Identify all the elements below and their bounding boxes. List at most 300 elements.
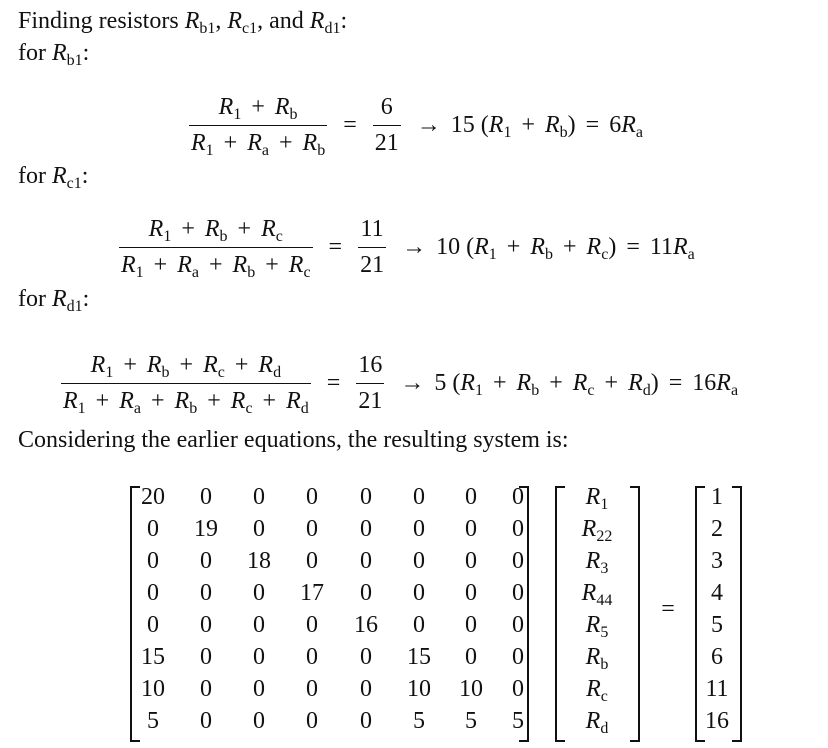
rhs-cell: 5 — [711, 612, 723, 638]
variable-base: R — [121, 252, 136, 278]
plus-sign: + — [151, 388, 165, 414]
variable-subscript: a — [635, 124, 643, 141]
unknown-cell — [567, 516, 627, 543]
plus-sign: + — [549, 370, 563, 396]
variable-base: R — [119, 388, 134, 414]
plus-sign: + — [562, 234, 577, 260]
variable-base: R — [586, 234, 602, 260]
variable-subscript: c — [303, 264, 311, 281]
rhs-coefficient: 6 — [609, 112, 622, 138]
variable — [218, 94, 242, 123]
variable — [530, 234, 553, 263]
separator: , — [215, 8, 228, 34]
variable — [191, 130, 214, 159]
matrix-cell: 15 — [407, 644, 431, 670]
plus-sign: + — [179, 352, 194, 378]
variable-base: R — [581, 580, 597, 606]
matrix-cell: 0 — [253, 676, 265, 702]
matrix-cell: 0 — [200, 612, 212, 638]
variable — [302, 130, 326, 159]
fraction-denominator: 21 — [373, 125, 401, 157]
matrix-cell: 0 — [200, 644, 212, 670]
denominator-sum — [63, 388, 309, 417]
variable-base: R — [309, 8, 325, 34]
variable-subscript: a — [261, 142, 269, 159]
matrix-cell: 0 — [306, 644, 318, 670]
matrix-cell: 0 — [465, 644, 477, 670]
right-paren: ) — [608, 234, 617, 260]
variable-subscript: a — [687, 246, 695, 263]
numerator — [89, 352, 283, 383]
variable-base: R — [232, 252, 248, 278]
variable-subscript: d — [600, 720, 609, 737]
variable-base: R — [286, 388, 301, 414]
resulting-equation — [434, 370, 738, 397]
variable-base: R — [474, 234, 489, 260]
variable-subscript: b — [531, 382, 540, 399]
fraction-denominator: 21 — [356, 383, 384, 415]
matrix-cell: 0 — [147, 612, 159, 638]
variable — [586, 234, 609, 263]
plus-sign: + — [251, 94, 265, 120]
matrix-cell: 0 — [465, 484, 477, 510]
matrix-cell: 5 — [465, 708, 477, 734]
matrix-cell: 0 — [306, 708, 318, 734]
numerator-sum — [148, 216, 283, 245]
variable-base: R — [227, 8, 243, 34]
numerator — [217, 94, 300, 125]
variable-base: R — [51, 40, 67, 66]
matrix-cell: 5 — [413, 708, 425, 734]
variable — [51, 40, 83, 69]
variable — [230, 388, 253, 417]
variable — [51, 163, 82, 192]
variable — [288, 252, 311, 281]
variable — [148, 216, 172, 245]
variable-subscript: 3 — [600, 560, 609, 577]
variable — [63, 388, 86, 417]
ratio-fraction — [119, 216, 313, 279]
variable-subscript: 1 — [600, 496, 609, 513]
matrix-cell: 0 — [512, 676, 524, 702]
vector-right-bracket — [630, 486, 640, 742]
variable-subscript: b1 — [199, 20, 216, 37]
matrix-cell: 0 — [512, 484, 524, 510]
plus-sign: + — [234, 352, 249, 378]
variable — [177, 252, 199, 281]
for-text: for — [18, 163, 52, 189]
variable-base: R — [488, 112, 504, 138]
plus-sign: + — [604, 370, 619, 396]
variable-base: R — [516, 370, 532, 396]
variable-base: R — [204, 216, 220, 242]
coefficient: 5 — [434, 370, 453, 396]
variable — [232, 252, 256, 281]
variable-subscript: b — [317, 142, 326, 159]
plus-sign: + — [207, 388, 221, 414]
rhs-cell: 11 — [705, 676, 729, 702]
ratio-fraction — [61, 352, 311, 415]
variable-base: R — [585, 644, 601, 670]
rhs-cell: 1 — [711, 484, 723, 510]
plus-sign: + — [123, 352, 137, 378]
rhs-cell: 2 — [711, 516, 723, 542]
equation-rb1 — [183, 94, 643, 157]
equals-sign: = — [328, 234, 343, 260]
rhs-cell: 16 — [705, 708, 729, 734]
separator: , and — [257, 8, 310, 34]
equals-sign: = — [668, 370, 683, 396]
label-rd1 — [18, 286, 89, 313]
variable — [247, 130, 269, 159]
matrix-cell: 0 — [147, 548, 159, 574]
variable-base: R — [288, 252, 304, 278]
variable-base: R — [586, 676, 601, 702]
unknown-cell — [567, 644, 627, 671]
variable — [309, 8, 341, 37]
plus-sign: + — [521, 112, 535, 138]
variable-base: R — [302, 130, 318, 156]
variable-base: R — [51, 286, 67, 312]
plus-sign: + — [153, 252, 168, 278]
variable-base: R — [628, 370, 643, 396]
matrix-cell: 0 — [200, 580, 212, 606]
matrix-cell: 0 — [512, 580, 524, 606]
intro-text: Finding resistors — [18, 8, 185, 34]
plus-sign: + — [95, 388, 110, 414]
variable — [90, 352, 114, 381]
right-paren: ) — [650, 370, 659, 396]
resulting-equation — [436, 234, 695, 261]
variable-base: R — [530, 234, 545, 260]
variable — [261, 216, 283, 245]
fraction-numerator: 16 — [358, 352, 383, 378]
plus-sign: + — [265, 252, 279, 278]
rhs-cell: 4 — [711, 580, 723, 606]
unknown-cell — [567, 612, 627, 639]
variable-subscript: c — [217, 364, 225, 381]
left-paren: ( — [466, 234, 475, 260]
matrix-cell: 0 — [465, 580, 477, 606]
matrix-cell: 0 — [360, 484, 372, 510]
variable — [672, 234, 695, 263]
variable — [585, 644, 609, 673]
denominator — [61, 383, 311, 415]
fraction-numerator: 11 — [360, 216, 384, 242]
matrix-cell: 0 — [413, 612, 425, 638]
left-paren: ( — [480, 112, 489, 138]
matrix-cell: 0 — [253, 612, 265, 638]
inner-sum — [488, 112, 568, 141]
variable-subscript: 1 — [488, 246, 497, 263]
variable — [585, 708, 609, 737]
value-fraction — [373, 94, 401, 157]
plus-sign: + — [223, 130, 238, 156]
variable-base: R — [585, 548, 601, 574]
variable-subscript: 1 — [233, 106, 242, 123]
variable-base: R — [585, 484, 601, 510]
matrix-cell: 0 — [253, 644, 265, 670]
matrix-cell: 0 — [253, 516, 265, 542]
label-rb1 — [18, 40, 89, 67]
variable-base: R — [585, 708, 601, 734]
colon: : — [340, 8, 348, 34]
rhs-coefficient: 16 — [692, 370, 717, 396]
ratio-fraction — [189, 94, 327, 157]
variable-base: R — [716, 370, 731, 396]
matrix-cell: 0 — [413, 516, 425, 542]
left-paren: ( — [452, 370, 461, 396]
variable-base: R — [672, 234, 688, 260]
matrix-cell: 0 — [360, 580, 372, 606]
resulting-equation — [451, 112, 643, 139]
matrix-cell: 0 — [253, 580, 265, 606]
colon: : — [82, 286, 90, 312]
variable-subscript: b — [289, 106, 298, 123]
equation-rd1 — [55, 352, 738, 415]
variable-base: R — [572, 370, 588, 396]
variable — [204, 216, 228, 245]
variable-base: R — [544, 112, 560, 138]
coefficient: 15 — [450, 112, 481, 138]
unknown-cell — [567, 580, 627, 607]
matrix-cell: 0 — [306, 612, 318, 638]
arrow-icon: → — [402, 234, 427, 260]
variable-base: R — [148, 216, 164, 242]
matrix-cell: 0 — [306, 676, 318, 702]
matrix-cell: 0 — [512, 516, 524, 542]
for-text: for — [18, 40, 52, 66]
matrix-cell: 0 — [360, 548, 372, 574]
for-text: for — [18, 286, 52, 312]
matrix-cell: 0 — [306, 516, 318, 542]
intro-line — [18, 8, 347, 35]
equals-sign: = — [343, 112, 357, 138]
variable — [572, 370, 595, 399]
matrix-cell: 0 — [360, 644, 372, 670]
variable-subscript: b — [219, 228, 228, 245]
variable-subscript: c — [245, 400, 253, 417]
matrix-cell: 0 — [147, 516, 159, 542]
system-intro: Considering the earlier equations, the resulting system is: — [18, 427, 569, 453]
variable-base: R — [230, 388, 246, 414]
matrix-cell: 0 — [465, 516, 477, 542]
variable-subscript: c1 — [242, 20, 258, 37]
variable-subscript: 1 — [135, 264, 144, 281]
variable-subscript: c — [587, 382, 595, 399]
plus-sign: + — [209, 252, 223, 278]
matrix-cell: 0 — [147, 580, 159, 606]
fraction-numerator: 6 — [380, 94, 393, 120]
plus-sign: + — [262, 388, 277, 414]
label-rc1 — [18, 163, 88, 190]
matrix-cell: 0 — [306, 484, 318, 510]
variable-base: R — [90, 352, 106, 378]
variable-subscript: d — [300, 400, 309, 417]
variable-subscript: 22 — [596, 528, 613, 545]
variable-subscript: 1 — [163, 228, 172, 245]
matrix-cell: 0 — [306, 548, 318, 574]
vector-left-bracket — [555, 486, 565, 742]
matrix-cell: 0 — [200, 708, 212, 734]
variable — [119, 388, 141, 417]
matrix-cell: 0 — [512, 612, 524, 638]
matrix-cell: 0 — [465, 548, 477, 574]
variable — [585, 612, 609, 641]
matrix-cell: 0 — [360, 516, 372, 542]
plus-sign: + — [181, 216, 195, 242]
matrix-cell: 0 — [253, 708, 265, 734]
variable-subscript: b1 — [66, 52, 83, 69]
variable-base: R — [184, 8, 200, 34]
coefficient: 10 — [436, 234, 467, 260]
matrix-cell: 0 — [413, 580, 425, 606]
matrix-cell: 0 — [413, 484, 425, 510]
variable-subscript: b — [189, 400, 198, 417]
inner-sum — [474, 234, 609, 263]
variable-base: R — [274, 94, 290, 120]
variable-subscript: 1 — [205, 142, 214, 159]
right-paren: ) — [567, 112, 576, 138]
variable — [203, 352, 225, 381]
variable — [586, 676, 608, 705]
inner-sum — [460, 370, 651, 399]
variable — [516, 370, 540, 399]
equals-sign: = — [585, 112, 600, 138]
rhs-coefficient: 11 — [649, 234, 673, 260]
numerator-sum — [218, 94, 298, 123]
matrix-cell: 19 — [194, 516, 218, 542]
variable — [460, 370, 483, 399]
denominator — [119, 247, 313, 279]
variable-base: R — [218, 94, 234, 120]
variable-subscript: a — [191, 264, 199, 281]
arrow-icon: → — [416, 112, 441, 138]
variable — [488, 112, 512, 141]
variable-base: R — [460, 370, 475, 396]
equals-sign: = — [326, 370, 341, 396]
variable-base: R — [174, 388, 190, 414]
variable — [716, 370, 739, 399]
variable — [146, 352, 170, 381]
unknown-cell — [567, 484, 627, 511]
variable — [286, 388, 309, 417]
matrix-cell: 0 — [200, 548, 212, 574]
variable-subscript: d1 — [66, 298, 83, 315]
numerator-sum — [90, 352, 282, 381]
variable — [258, 352, 282, 381]
arrow-icon: → — [400, 370, 425, 396]
colon: : — [82, 40, 90, 66]
equals-sign: = — [626, 234, 640, 260]
variable-subscript: 44 — [596, 592, 613, 609]
variable-subscript: c1 — [66, 175, 82, 192]
variable-subscript: a — [730, 382, 739, 399]
unknown-cell — [567, 548, 627, 575]
variable-base: R — [51, 163, 67, 189]
matrix-cell: 18 — [247, 548, 271, 574]
matrix-cell: 0 — [200, 484, 212, 510]
matrix-cell: 0 — [512, 644, 524, 670]
variable — [51, 286, 83, 315]
variable-subscript: c — [601, 246, 609, 263]
matrix-cell: 10 — [459, 676, 483, 702]
variable — [581, 516, 613, 545]
denominator-sum — [191, 130, 326, 159]
variable — [585, 548, 609, 577]
fraction-denominator: 21 — [358, 247, 386, 279]
matrix-cell: 0 — [360, 708, 372, 734]
numerator — [147, 216, 285, 247]
variable-subscript: 1 — [77, 400, 86, 417]
variable-base: R — [585, 612, 601, 638]
unknown-cell — [567, 676, 627, 703]
variable-base: R — [261, 216, 276, 242]
denominator — [189, 125, 327, 157]
unknown-cell — [567, 708, 627, 735]
variable-base: R — [203, 352, 218, 378]
variable — [621, 112, 643, 141]
variable-base: R — [621, 112, 636, 138]
matrix-cell: 16 — [354, 612, 378, 638]
matrix-cell: 15 — [141, 644, 165, 670]
variable — [628, 370, 651, 399]
colon: : — [81, 163, 89, 189]
variable — [227, 8, 258, 37]
variable-subscript: d — [273, 364, 282, 381]
denominator-sum — [121, 252, 311, 281]
plus-sign: + — [506, 234, 521, 260]
variable-base: R — [258, 352, 274, 378]
variable-base: R — [63, 388, 78, 414]
variable-base: R — [247, 130, 262, 156]
variable-base: R — [191, 130, 206, 156]
variable-subscript: 1 — [474, 382, 483, 399]
variable-subscript: b — [247, 264, 256, 281]
variable-subscript: d — [642, 382, 651, 399]
variable-subscript: c — [600, 688, 608, 705]
matrix-cell: 0 — [200, 676, 212, 702]
variable-subscript: 1 — [105, 364, 114, 381]
variable — [474, 234, 497, 263]
matrix-cell: 10 — [407, 676, 431, 702]
matrix-cell: 20 — [141, 484, 165, 510]
equation-rc1 — [113, 216, 695, 279]
matrix-cell: 0 — [360, 676, 372, 702]
variable — [581, 580, 613, 609]
variable-subscript: 5 — [600, 624, 609, 641]
plus-sign: + — [279, 130, 293, 156]
matrix-cell: 5 — [147, 708, 159, 734]
variable-subscript: a — [133, 400, 141, 417]
rhs-cell: 6 — [711, 644, 723, 670]
variable-subscript: d1 — [324, 20, 341, 37]
matrix-cell: 5 — [512, 708, 524, 734]
variable — [585, 484, 609, 513]
variable — [174, 388, 198, 417]
variable-subscript: b — [544, 246, 553, 263]
variable-base: R — [177, 252, 192, 278]
matrix-cell: 0 — [465, 612, 477, 638]
variable — [544, 112, 568, 141]
matrix-cell: 17 — [300, 580, 324, 606]
variable — [184, 8, 216, 37]
matrix-cell: 0 — [512, 548, 524, 574]
rhs-cell: 3 — [711, 548, 723, 574]
variable-base: R — [146, 352, 162, 378]
value-fraction — [358, 216, 386, 279]
matrix-cell: 0 — [253, 484, 265, 510]
